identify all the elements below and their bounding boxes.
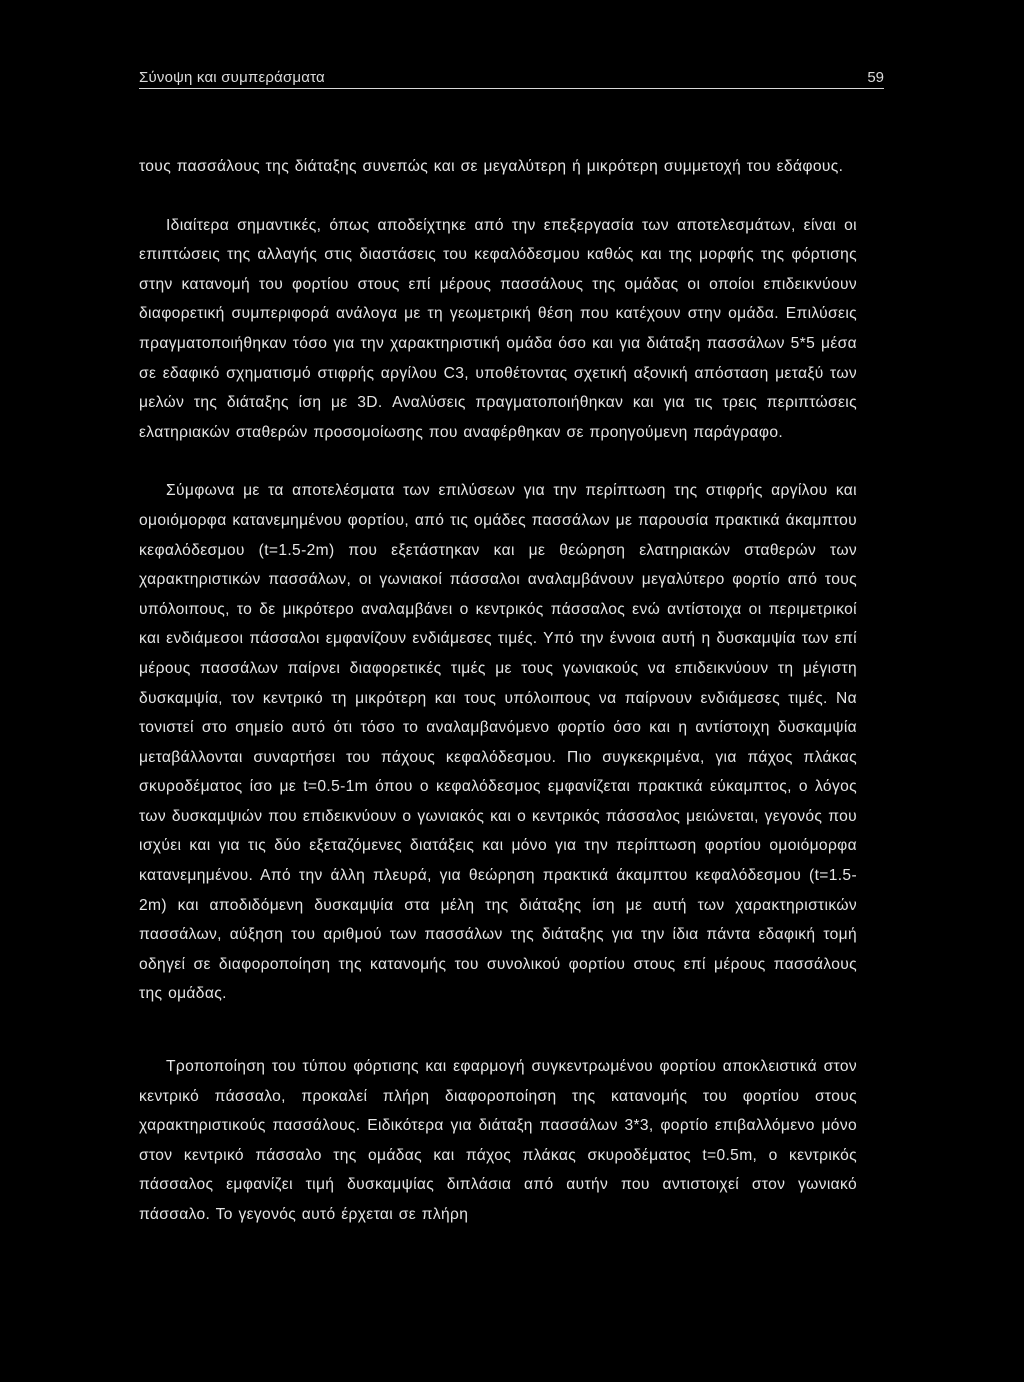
paragraph: Τροποποίηση του τύπου φόρτισης και εφαρμογή συγκεντρωμένου φορτίου αποκλειστικά στον κεντρικό πάσσαλο, προκαλεί πλήρη διαφοροποίηση της κατανομής του φορτίου στους χαρακτηριστικούς πασσάλους. Ειδικότερα για διάταξη πασσάλων 3*3, φορτίο επιβαλλόμενο μόνο στον κεντρικό πάσσαλο της ομάδας και πάχος πλάκας σκυροδέματος t=0.5m, ο κεντρικός πάσσαλος εμφανίζει τιμή δυσκαμψίας διπλάσια από αυτήν που αντιστοιχεί στον γωνιακό πάσσαλο. Το γεγονός αυτό έρχεται σε πλήρη (139, 1058, 857, 1223)
paragraph: Σύμφωνα με τα αποτελέσματα των επιλύσεων για την περίπτωση της στιφρής αργίλου και ομοιόμορφα κατανεμημένου φορτίου, από τις ομάδες πασσάλων με παρουσία πρακτικά άκαμπτου κεφαλόδεσμου (t=1.5-2m) που εξετάστηκαν και με θεώρηση ελατηριακών σταθερών των χαρακτηριστικών πασσάλων, οι γωνιακοί πάσσαλοι αναλαμβάνουν μεγαλύτερο φορτίο από τους υπόλοιπους, το δε μικρότερο αναλαμβάνει ο κεντρικός πάσσαλος ενώ αντίστοιχα οι περιμετρικοί και ενδιάμεσοι πάσσαλοι εμφανίζουν ενδιάμεσες τιμές. Υπό την έννοια αυτή η δυσκαμψία των επί μέρους πασσάλων παίρνει διαφορετικές τιμές με τους γωνιακούς να επιδεικνύουν τη μέγιστη δυσκαμψία, τον κεντρικό τη μικρότερη και τους υπόλοιπους να παίρνουν ενδιάμεσες τιμές. Να τονιστεί στο σημείο αυτό ότι τόσο το αναλαμβανόμενο φορτίο όσο και η αντίστοιχη δυσκαμψία μεταβάλλονται συναρτήσει του πάχους κεφαλόδεσμου. Πιο συγκεκριμένα, για πάχος πλάκας σκυροδέματος ίσο με t=0.5-1m όπου ο κεφαλόδεσμος εμφανίζεται πρακτικά εύκαμπτος, ο λόγος των δυσκαμψιών που επιδεικνύουν ο γωνιακός και ο κεντρικός πάσσαλος μειώνεται, γεγονός που ισχύει και για τις δύο εξεταζόμενες διατάξεις και μόνο για την περίπτωση φορτίου ομοιόμορφα κατανεμημένου. Από την άλλη πλευρά, για θεώρηση πρακτικά άκαμπτου κεφαλόδεσμου (t=1.5-2m) και αποδιδόμενη δυσκαμψία στα μέλη της διάταξης ίση με αυτή των χαρακτηριστικών πασσάλων, αύξηση του αριθμού των πασσάλων της διάταξης για την ίδια πάντα εδαφική τομή οδηγεί σε διαφοροποίηση της κατανομής του συνολικού φορτίου στους επί μέρους πασσάλους της ομάδας. (139, 482, 858, 1003)
paragraph: Ιδιαίτερα σημαντικές, όπως αποδείχτηκε από την επεξεργασία των αποτελεσμάτων, είναι οι επιπτώσεις της αλλαγής στις διαστάσεις του κεφαλόδεσμου καθώς και της μορφής της φόρτισης στην κατανομή του φορτίου στους επί μέρους πασσάλους της ομάδας οι οποίοι επιδεικνύουν διαφορετική συμπεριφορά ανάλογα με τη γεωμετρική θέση που κατέχουν στην ομάδα. Επιλύσεις πραγματοποιήθηκαν τόσο για την χαρακτηριστική ομάδα όσο και για διάταξη πασσάλων 5*5 μέσα σε εδαφικό σχηματισμό στιφρής αργίλου C3, υποθέτοντας σχετική αξονική απόσταση μεταξύ των μελών της διάταξης ίση με 3D. Αναλύσεις πραγματοποιήθηκαν και για τις τρεις περιπτώσεις ελατηριακών σταθερών προσομοίωσης που αναφέρθηκαν σε προηγούμενη παράγραφο. (139, 216, 857, 441)
running-header (139, 62, 884, 89)
paragraph-continued: τους πασσάλους της διάταξης συνεπώς και σε μεγαλύτερη ή μικρότερη συμμετοχή του εδάφους. (139, 158, 844, 175)
section-title: Σύνοψη και συμπεράσματα (139, 69, 325, 86)
page-number: 59 (867, 69, 884, 86)
body-text (139, 152, 857, 1230)
